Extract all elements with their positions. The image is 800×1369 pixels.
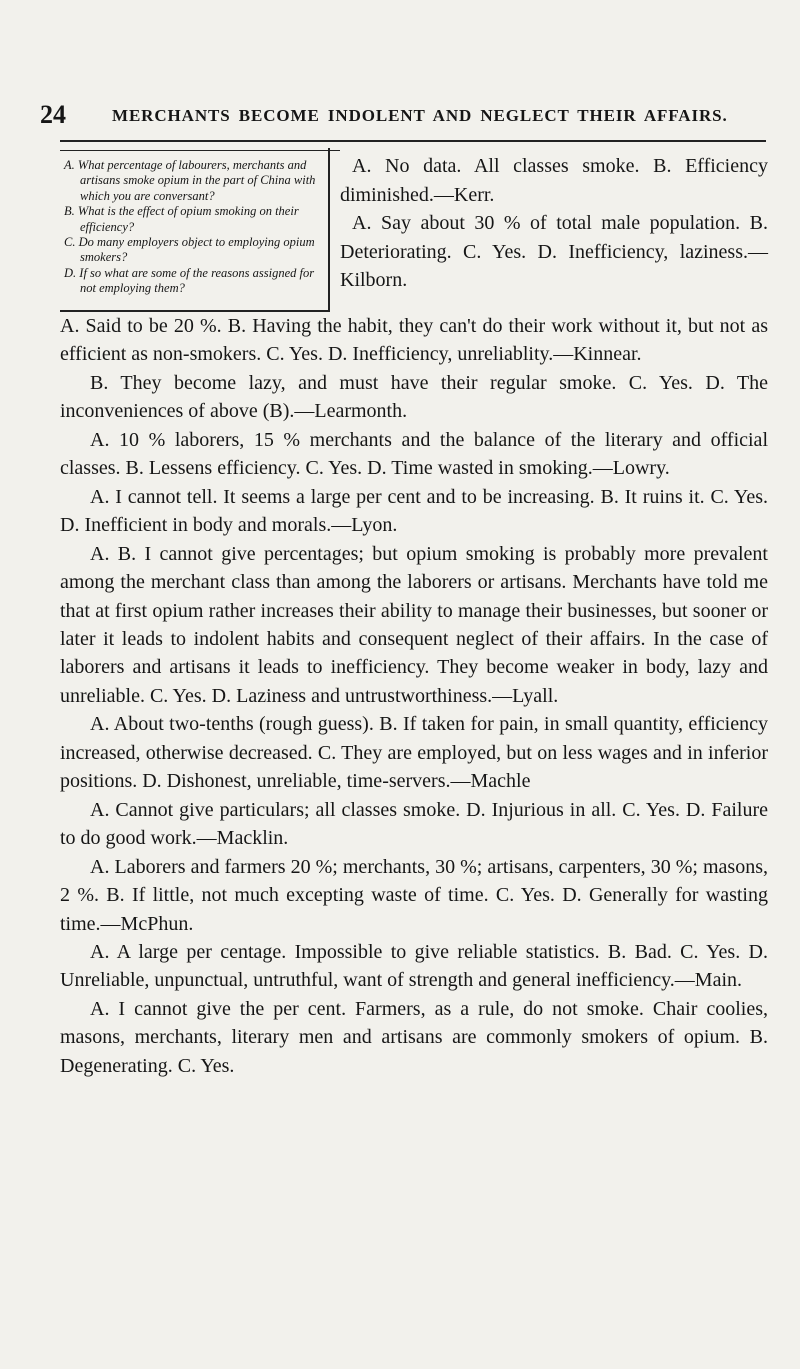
question-c: C. Do many employers object to employing opium smokers? — [64, 235, 315, 265]
question-a: A. What percentage of labourers, merchants and artisans smoke opium in the part of China with which you are conversant? — [64, 158, 316, 203]
body-text — [60, 312, 768, 1080]
answer-lowry: A. 10 % laborers, 15 % merchants and the balance of the literary and official classes. B. Lessens efficiency. C. Yes. D. Time wasted in smoking.—Lowry. — [60, 428, 768, 480]
intro-answers — [340, 152, 768, 295]
question-b: B. What is the effect of opium smoking on their efficiency? — [64, 204, 299, 234]
running-head: MERCHANTS BECOME INDOLENT AND NEGLECT THEIR AFFAIRS. — [112, 106, 728, 125]
answer-mcphun: A. Laborers and farmers 20 %; merchants, 30 %; artisans, carpenters, 30 %; masons, 2 %. B. If little, not much excepting waste of time. C. Yes. D. Generally for wasting time.—McPhun. — [60, 855, 768, 935]
answer-macklin: A. Cannot give particulars; all classes smoke. D. Injurious in all. C. Yes. D. Failure to do good work.—Macklin. — [60, 798, 768, 850]
answer-kinnear: A. Said to be 20 %. B. Having the habit, they can't do their work without it, but not as efficient as non-smokers. C. Yes. D. Inefficiency, unreliablity.—Kinnear. — [60, 315, 768, 366]
answer-lyon: A. I cannot tell. It seems a large per cent and to be increasing. B. It ruins it. C. Yes. D. Inefficient in body and morals.—Lyon. — [60, 485, 768, 537]
answer-machle: A. About two-tenths (rough guess). B. If taken for pain, in small quantity, efficiency increased, otherwise decreased. C. They are employed, but on less wages and in inferior positions. D. Dishonest, unreliable, time-servers.—Machle — [60, 713, 768, 793]
page-number: 24 — [40, 100, 66, 129]
question-d: D. If so what are some of the reasons assigned for not employing them? — [64, 265, 315, 296]
answer-unsigned: A. I cannot give the per cent. Farmers, as a rule, do not smoke. Chair coolies, masons, merchants, literary men and artisans are commonly smokers of opium. B. Degenerating. C. Yes. — [60, 997, 768, 1077]
header-rule — [60, 140, 766, 142]
page-header — [40, 100, 760, 130]
answer-learmonth: B. They become lazy, and must have their regular smoke. C. Yes. D. The inconveniences of above (B).—Learmonth. — [60, 371, 768, 423]
answer-kilborn: A. Say about 30 % of total male population. B. Deteriorating. C. Yes. D. Inefficiency, laziness.—Kilborn. — [340, 212, 768, 291]
answer-kerr: A. No data. All classes smoke. B. Efficiency diminished.—Kerr. — [340, 155, 768, 206]
question-sidebar — [60, 148, 330, 312]
answer-lyall: A. B. I cannot give percentages; but opium smoking is probably more prevalent among the merchant class than among the laborers or artisans. Merchants have told me that at first opium rather increases their ability to manage their businesses, but sooner or later it leads to indolent habits and consequent neglect of their affairs. In the case of laborers and artisans it leads to inefficiency. They become weaker in body, lazy and unreliable. C. Yes. D. Laziness and untrustworthiness.—Lyall. — [60, 542, 768, 707]
answer-main: A. A large per centage. Impossible to give reliable statistics. B. Bad. C. Yes. D. Unreliable, unpunctual, untruthful, want of strength and general inefficiency.—Main. — [60, 940, 768, 992]
